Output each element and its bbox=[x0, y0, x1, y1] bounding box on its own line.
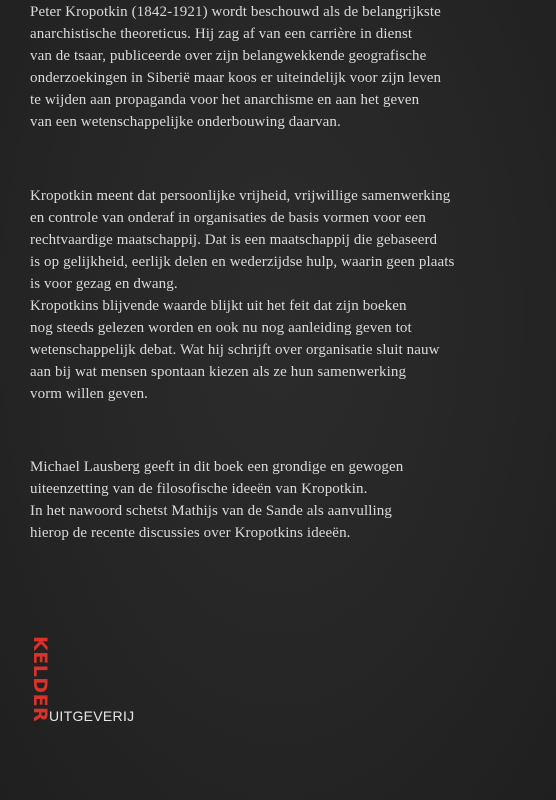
text-line: Peter Kropotkin (1842-1921) wordt beschouwd als de belangrijkste bbox=[30, 4, 441, 20]
text-line: te wijden aan propaganda voor het anarchisme en aan het geven bbox=[30, 92, 420, 108]
paragraph-ideas bbox=[30, 185, 535, 405]
text-line: en controle van onderaf in organisaties de basis vormen voor een bbox=[30, 210, 426, 226]
publisher-logo-vertical-text: KELDER bbox=[29, 636, 51, 723]
text-line: van een wetenschappelijke onderbouwing daarvan. bbox=[30, 114, 341, 130]
text-line: onderzoekingen in Siberië maar koos er uiteindelijk voor zijn leven bbox=[30, 70, 442, 86]
text-line: anarchistische theoreticus. Hij zag af van een carrière in dienst bbox=[30, 26, 413, 42]
publisher-logo bbox=[30, 636, 170, 736]
text-line: van de tsaar, publiceerde over zijn belangwekkende geografische bbox=[30, 48, 427, 64]
text-line: In het nawoord schetst Mathijs van de Sande als aanvulling bbox=[30, 503, 392, 519]
text-line: Kropotkin meent dat persoonlijke vrijheid, vrijwillige samenwerking bbox=[30, 188, 451, 204]
text-line: is op gelijkheid, eerlijk delen en wederzijdse hulp, waarin geen plaats bbox=[30, 254, 455, 270]
paragraph-intro bbox=[30, 1, 535, 133]
text-line: rechtvaardige maatschappij. Dat is een maatschappij die gebaseerd bbox=[30, 232, 438, 248]
text-line: hierop de recente discussies over Kropotkins ideeën. bbox=[30, 525, 351, 541]
paragraph-book-summary bbox=[30, 456, 535, 544]
publisher-logo-tail-text: UITGEVERIJ bbox=[49, 708, 135, 724]
text-line: vorm willen geven. bbox=[30, 386, 149, 402]
text-line: Kropotkins blijvende waarde blijkt uit het feit dat zijn boeken bbox=[30, 298, 407, 314]
text-line: nog steeds gelezen worden en ook nu nog aanleiding geven tot bbox=[30, 320, 412, 336]
text-line: wetenschappelijk debat. Wat hij schrijft over organisatie sluit nauw bbox=[30, 342, 440, 358]
text-line: is voor gezag en dwang. bbox=[30, 276, 178, 292]
text-line: Michael Lausberg geeft in dit boek een grondige en gewogen bbox=[30, 459, 404, 475]
text-line: uiteenzetting van de filosofische ideeën van Kropotkin. bbox=[30, 481, 368, 497]
text-line: aan bij wat mensen spontaan kiezen als ze hun samenwerking bbox=[30, 364, 407, 380]
